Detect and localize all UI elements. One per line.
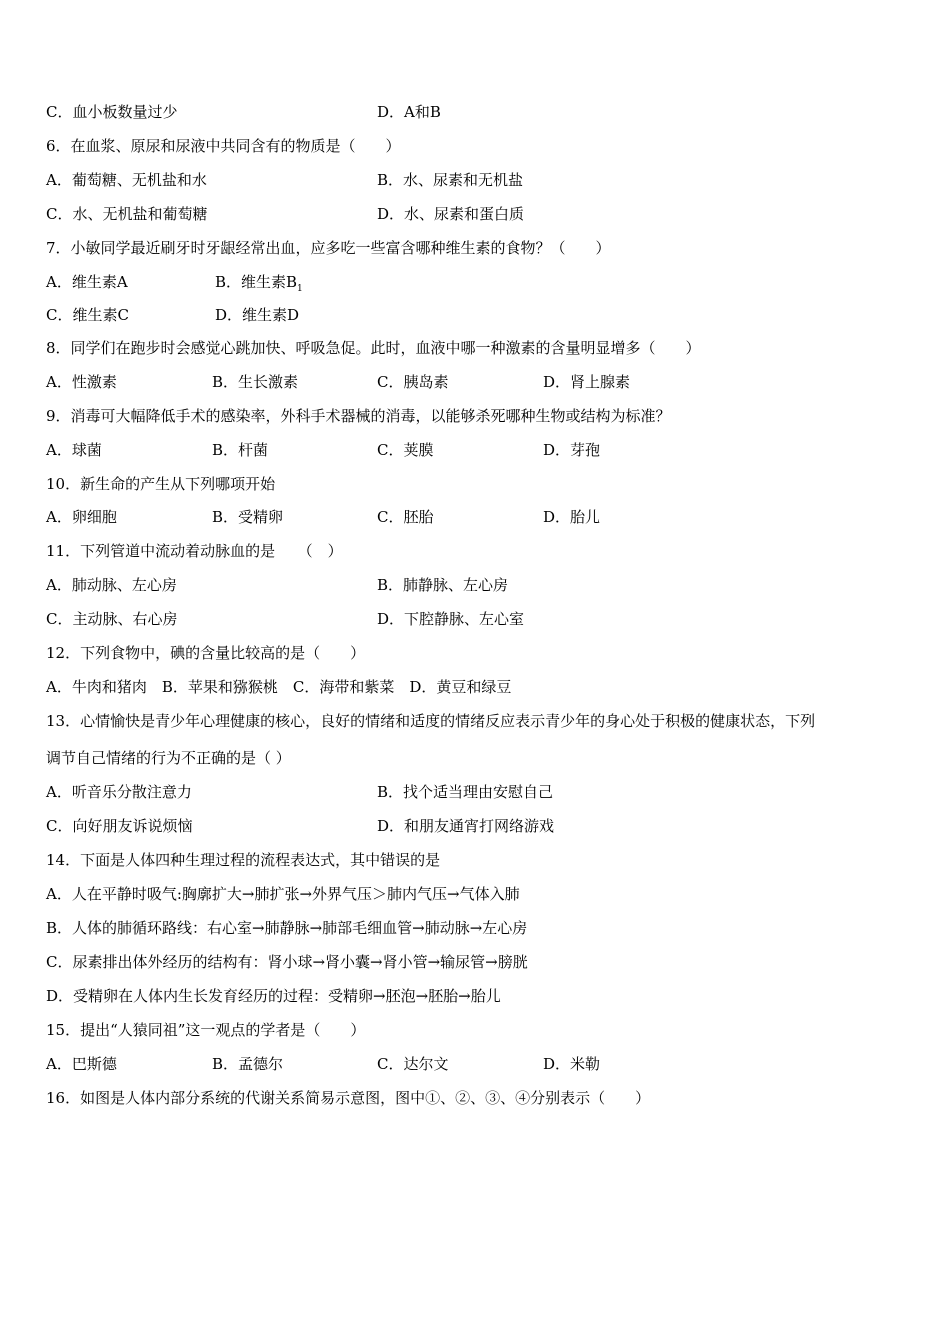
q16-stem: 16．如图是人体内部分系统的代谢关系简易示意图，图中①、②、③、④分别表示（ ）	[46, 1089, 651, 1107]
q14-option-c: C．尿素排出体外经历的结构有：肾小球→肾小囊→肾小管→输尿管→膀胱	[46, 953, 528, 971]
q11-option-b: B．肺静脉、左心房	[377, 576, 509, 594]
q13-option-c: C．向好朋友诉说烦恼	[46, 817, 193, 835]
q13-stem-line-1: 13．心情愉快是青少年心理健康的核心，良好的情绪和适度的情绪反应表示青少年的身心处于积极的健康状态，下列	[46, 712, 816, 730]
q11-stem: 11．下列管道中流动着动脉血的是 （ ）	[46, 542, 343, 560]
q14-option-d: D．受精卵在人体内生长发育经历的过程：受精卵→胚泡→胚胎→胎儿	[46, 987, 501, 1005]
q9-option-d: D．芽孢	[543, 441, 601, 459]
q10-option-a: A．卵细胞	[46, 508, 117, 526]
q8-option-a: A．性激素	[46, 373, 117, 391]
q8-option-c: C．胰岛素	[377, 373, 449, 391]
q10-option-d: D．胎儿	[543, 508, 601, 526]
q6-stem: 6．在血浆、原尿和尿液中共同含有的物质是（ ）	[46, 137, 401, 155]
q11-option-c: C．主动脉、右心房	[46, 610, 178, 628]
q12-options: A．牛肉和猪肉 B．苹果和猕猴桃 C．海带和紫菜 D．黄豆和绿豆	[46, 678, 512, 696]
q10-option-c: C．胚胎	[377, 508, 434, 526]
q7-option-a: A．维生素A	[46, 273, 128, 291]
q8-stem: 8．同学们在跑步时会感觉心跳加快、呼吸急促。此时，血液中哪一种激素的含量明显增多（ ）	[46, 339, 701, 357]
q7-option-b	[215, 272, 303, 299]
q6-option-b: B．水、尿素和无机盐	[377, 171, 524, 189]
q9-stem: 9．消毒可大幅降低手术的感染率，外科手术器械的消毒，以能够杀死哪种生物或结构为标准？	[46, 407, 671, 425]
q15-option-a: A．巴斯德	[46, 1055, 117, 1073]
q9-option-b: B．杆菌	[212, 441, 269, 459]
q11-option-d: D．下腔静脉、左心室	[377, 610, 525, 628]
q14-option-a: A．人在平静时吸气:胸廓扩大→肺扩张→外界气压＞肺内气压→气体入肺	[46, 885, 520, 903]
q15-option-d: D．米勒	[543, 1055, 601, 1073]
q9-option-c: C．荚膜	[377, 441, 434, 459]
q14-stem: 14．下面是人体四种生理过程的流程表达式，其中错误的是	[46, 851, 441, 869]
q8-option-b: B．生长激素	[212, 373, 299, 391]
q6-option-a: A．葡萄糖、无机盐和水	[46, 171, 207, 189]
q13-option-a: A．听音乐分散注意力	[46, 783, 192, 801]
q9-option-a: A．球菌	[46, 441, 102, 459]
q15-stem: 15．提出“人猿同祖”这一观点的学者是（ ）	[46, 1021, 366, 1039]
q7-option-c: C．维生素C	[46, 306, 129, 324]
q7-option-d: D．维生素D	[215, 306, 300, 324]
q5-option-c: C．血小板数量过少	[46, 103, 178, 121]
q15-option-b: B．孟德尔	[212, 1055, 284, 1073]
q7-option-b-subscript: 1	[297, 284, 303, 294]
q11-option-a: A．肺动脉、左心房	[46, 576, 177, 594]
q15-option-c: C．达尔文	[377, 1055, 449, 1073]
q14-option-b: B．人体的肺循环路线：右心室→肺静脉→肺部毛细血管→肺动脉→左心房	[46, 919, 528, 937]
q8-option-d: D．肾上腺素	[543, 373, 631, 391]
q6-option-c: C．水、无机盐和葡萄糖	[46, 205, 208, 223]
q13-option-d: D．和朋友通宵打网络游戏	[377, 817, 555, 835]
q7-option-b-text: B．维生素B	[215, 273, 298, 291]
q13-option-b: B．找个适当理由安慰自己	[377, 783, 554, 801]
q5-option-d: D．A和B	[377, 103, 441, 121]
q10-option-b: B．受精卵	[212, 508, 284, 526]
q12-stem: 12．下列食物中，碘的含量比较高的是（ ）	[46, 644, 366, 662]
q10-stem: 10．新生命的产生从下列哪项开始	[46, 475, 276, 493]
q13-stem-line-2: 调节自己情绪的行为不正确的是（ ）	[46, 749, 291, 767]
q7-stem: 7．小敏同学最近刷牙时牙龈经常出血，应多吃一些富含哪种维生素的食物？（ ）	[46, 239, 611, 257]
q6-option-d: D．水、尿素和蛋白质	[377, 205, 525, 223]
